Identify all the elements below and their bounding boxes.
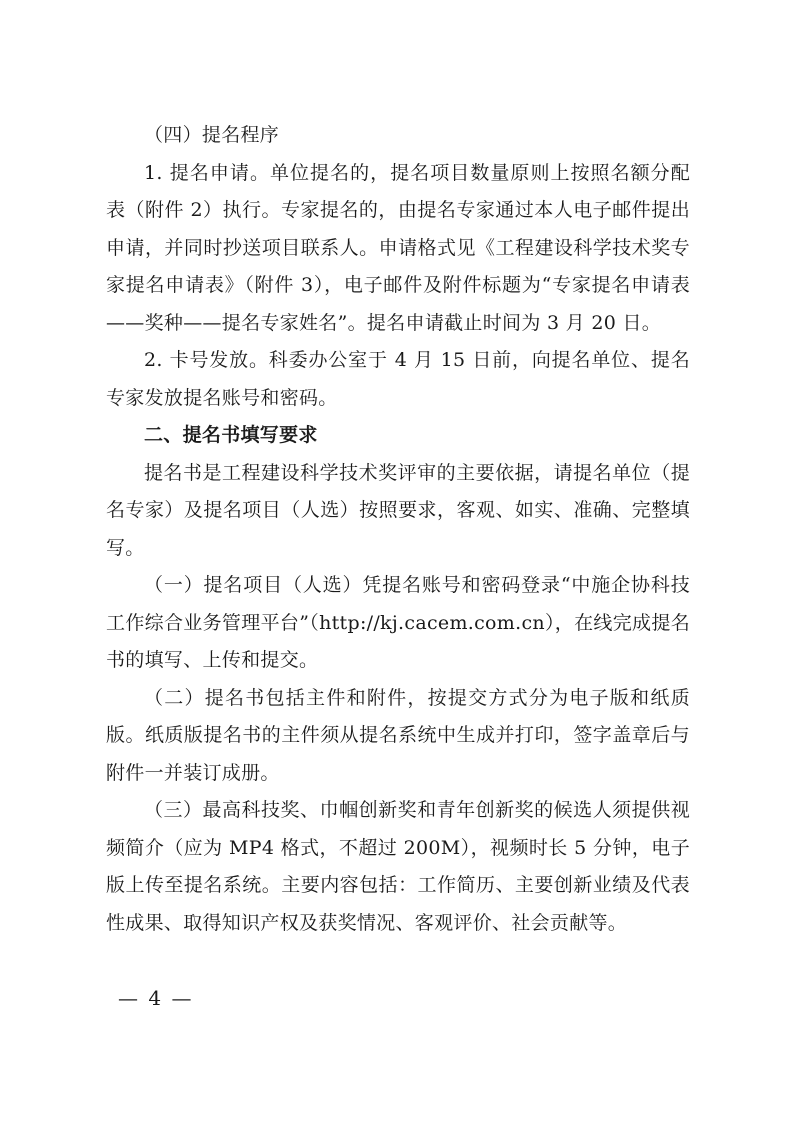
subheading-nomination-procedure: （四）提名程序 — [144, 124, 280, 146]
paragraph-video-intro: （三）最高科技奖、巾帼创新奖和青年创新奖的候选人须提供视频简介（应为 MP4 格式，不超过 200M），视频时长 5 分钟，电子版上传至提名系统。主要内容包括：工作简历、主要创新业绩及代表性成果、取得知识产权及获奖情况、客观评价、社会贡献等。 — [106, 799, 690, 934]
paragraph-nomination-application: 1. 提名申请。单位提名的，提名项目数量原则上按照名额分配表（附件 2）执行。专家提名的，由提名专家通过本人电子邮件提出申请，并同时抄送项目联系人。申请格式见《工程建设科学技术奖专家提名申请表》（附件 3），电子邮件及附件标题为“专家提名申请表——奖种——提名专家姓名”。提名申请截止时间为 3 月 20 日。 — [106, 161, 690, 334]
paragraph-form-basis: 提名书是工程建设科学技术奖评审的主要依据，请提名单位（提名专家）及提名项目（人选）按照要求，客观、如实、准确、完整填写。 — [106, 461, 690, 559]
heading-form-requirements: 二、提名书填写要求 — [144, 424, 318, 446]
paragraph-online-login: （一）提名项目（人选）凭提名账号和密码登录“中施企协科技工作综合业务管理平台”（http://kj.cacem.com.cn），在线完成提名书的填写、上传和提交。 — [106, 574, 690, 671]
paragraph-main-and-attachments: （二）提名书包括主件和附件，按提交方式分为电子版和纸质版。纸质版提名书的主件须从提名系统中生成并打印，签字盖章后与附件一并装订成册。 — [106, 686, 690, 784]
page-number: — 4 — — [118, 986, 194, 1010]
paragraph-account-distribution: 2. 卡号发放。科委办公室于 4 月 15 日前，向提名单位、提名专家发放提名账号和密码。 — [106, 349, 690, 409]
document-body — [106, 117, 690, 942]
